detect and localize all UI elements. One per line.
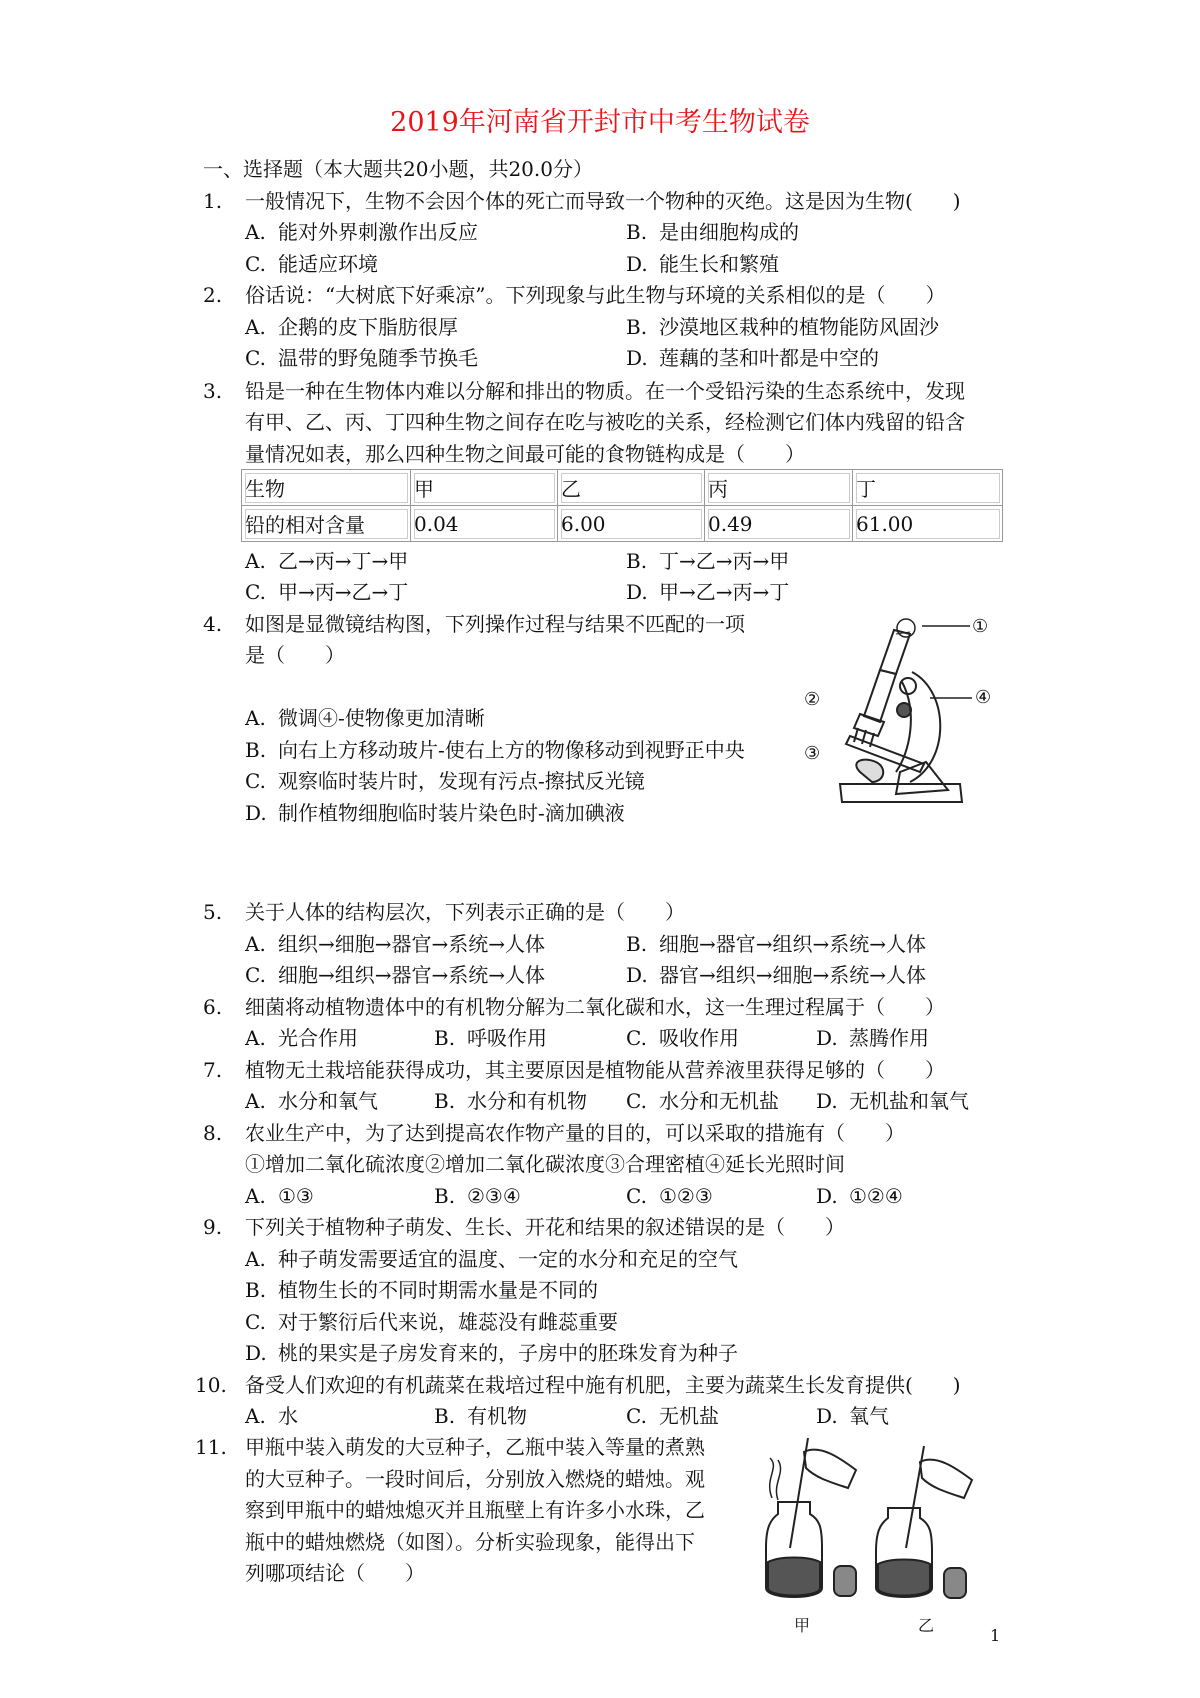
answer-option[interactable]	[245, 1086, 378, 1116]
option-label: B.	[434, 1089, 456, 1113]
answer-option[interactable]	[245, 1401, 298, 1431]
option-text: 桃的果实是子房发育来的，子房中的胚珠发育为种子	[278, 1341, 738, 1365]
table-cell: 生物	[242, 470, 411, 506]
option-text: 制作植物细胞临时装片染色时-滴加碘液	[278, 801, 625, 825]
answer-option[interactable]	[626, 217, 799, 247]
option-text: 组织→细胞→器官→系统→人体	[278, 932, 546, 956]
option-label: B.	[626, 549, 648, 573]
answer-option[interactable]	[245, 1338, 738, 1368]
question-number: 2.	[203, 283, 223, 307]
option-text: ①③	[278, 1184, 314, 1208]
option-text: 丁→乙→丙→甲	[659, 549, 790, 573]
question-stem: 甲瓶中装入萌发的大豆种子，乙瓶中装入等量的煮熟	[245, 1435, 705, 1459]
option-text: 能生长和繁殖	[659, 252, 779, 276]
option-label: B.	[434, 1184, 456, 1208]
option-text: 莲藕的茎和叶都是中空的	[659, 346, 879, 370]
question-stem: 下列关于植物种子萌发、生长、开花和结果的叙述错误的是（ ）	[245, 1215, 845, 1239]
answer-option[interactable]	[245, 703, 485, 733]
option-text: 无机盐和氧气	[849, 1089, 969, 1113]
question-number: 6.	[203, 995, 223, 1019]
option-label: D.	[816, 1026, 838, 1050]
option-label: D.	[626, 252, 648, 276]
option-text: 吸收作用	[659, 1026, 739, 1050]
jar-label-yi: 乙	[918, 1616, 935, 1635]
question-stem: 瓶中的蜡烛燃烧（如图）。分析实验现象，能得出下	[245, 1530, 695, 1554]
answer-option[interactable]	[626, 960, 926, 990]
option-text: ①②④	[849, 1184, 903, 1208]
answer-option[interactable]	[245, 312, 458, 342]
question-stem: 铅是一种在生物体内难以分解和排出的物质。在一个受铅污染的生态系统中，发现	[245, 379, 965, 403]
option-text: 水	[278, 1404, 298, 1428]
figure-leader-lines	[822, 620, 972, 700]
question-number: 1.	[203, 189, 223, 213]
answer-option[interactable]	[245, 249, 378, 279]
option-label: A.	[245, 1184, 266, 1208]
answer-option[interactable]	[245, 1023, 358, 1053]
option-text: 能适应环境	[278, 252, 378, 276]
question-stem: 列哪项结论（ ）	[245, 1561, 425, 1585]
answer-option[interactable]	[245, 217, 478, 247]
option-label: C.	[626, 1026, 647, 1050]
option-text: 观察临时装片时，发现有污点-擦拭反光镜	[278, 769, 645, 793]
option-text: 水分和无机盐	[659, 1089, 779, 1113]
option-text: 器官→组织→细胞→系统→人体	[659, 963, 927, 987]
figure-label-1: ①	[972, 616, 989, 637]
table-cell: 0.49	[705, 506, 853, 542]
table-cell: 丁	[853, 470, 1003, 506]
option-text: 光合作用	[278, 1026, 358, 1050]
option-text: 乙→丙→丁→甲	[278, 549, 409, 573]
option-text: 甲→乙→丙→丁	[659, 580, 790, 604]
option-text: 有机物	[467, 1404, 527, 1428]
option-label: D.	[816, 1089, 838, 1113]
answer-option[interactable]	[816, 1181, 903, 1211]
question-stem: 备受人们欢迎的有机蔬菜在栽培过程中施有机肥，主要为蔬菜生长发育提供( )	[245, 1373, 961, 1397]
option-text: 沙漠地区栽种的植物能防风固沙	[659, 315, 939, 339]
answer-option[interactable]	[626, 546, 789, 576]
answer-option[interactable]	[626, 312, 939, 342]
table-cell: 甲	[411, 470, 558, 506]
option-label: C.	[626, 1089, 647, 1113]
answer-option[interactable]	[434, 1401, 527, 1431]
figure-label-2: ②	[804, 689, 821, 710]
question-number: 10.	[195, 1373, 227, 1397]
lead-content-table	[241, 469, 1003, 542]
page-title: 2019年河南省开封市中考生物试卷	[390, 107, 810, 138]
answer-option[interactable]	[245, 546, 408, 576]
question-number: 11.	[195, 1435, 227, 1459]
option-label: A.	[245, 1404, 266, 1428]
question-stem: 关于人体的结构层次，下列表示正确的是（ ）	[245, 900, 685, 924]
option-label: A.	[245, 932, 266, 956]
option-label: D.	[816, 1404, 838, 1428]
option-label: A.	[245, 1026, 266, 1050]
question-stem: 俗话说：“大树底下好乘凉”。下列现象与此生物与环境的关系相似的是（ ）	[245, 283, 946, 307]
option-label: A.	[245, 549, 266, 573]
table-row	[242, 506, 1003, 542]
answer-option[interactable]	[626, 1181, 713, 1211]
option-text: 水分和氧气	[278, 1089, 378, 1113]
seed-jars-figure	[760, 1438, 990, 1608]
answer-option[interactable]	[245, 1244, 738, 1274]
answer-option[interactable]	[245, 929, 545, 959]
option-text: 温带的野兔随季节换毛	[278, 346, 478, 370]
option-label: A.	[245, 315, 266, 339]
question-number: 8.	[203, 1121, 223, 1145]
question-number: 3.	[203, 379, 223, 403]
option-text: 呼吸作用	[467, 1026, 547, 1050]
question-number: 5.	[203, 900, 223, 924]
answer-option[interactable]	[245, 577, 408, 607]
option-label: C.	[245, 346, 266, 370]
answer-option[interactable]	[626, 1086, 779, 1116]
table-cell: 6.00	[558, 506, 705, 542]
option-label: A.	[245, 1247, 266, 1271]
answer-option[interactable]	[626, 929, 926, 959]
option-text: ②③④	[467, 1184, 521, 1208]
answer-option[interactable]	[245, 735, 745, 765]
option-text: 氧气	[849, 1404, 889, 1428]
question-number: 7.	[203, 1058, 223, 1082]
question-stem: 量情况如表，那么四种生物之间最可能的食物链构成是（ ）	[245, 442, 805, 466]
option-label: C.	[626, 1184, 647, 1208]
option-text: 细胞→组织→器官→系统→人体	[278, 963, 546, 987]
answer-option[interactable]	[245, 343, 478, 373]
option-label: C.	[245, 252, 266, 276]
answer-option[interactable]	[816, 1086, 969, 1116]
question-stem: 一般情况下，生物不会因个体的死亡而导致一个物种的灭绝。这是因为生物( )	[245, 189, 961, 213]
option-text: 微调④-使物像更加清晰	[278, 706, 485, 730]
option-text: 无机盐	[659, 1404, 719, 1428]
question-stem: 植物无土栽培能获得成功，其主要原因是植物能从营养液里获得足够的（ ）	[245, 1058, 945, 1082]
option-label: B.	[434, 1404, 456, 1428]
question-stem: 细菌将动植物遗体中的有机物分解为二氧化碳和水，这一生理过程属于（ ）	[245, 995, 945, 1019]
option-label: D.	[626, 963, 648, 987]
option-text: 能对外界刺激作出反应	[278, 220, 478, 244]
answer-option[interactable]	[626, 249, 779, 279]
option-label: D.	[245, 1341, 267, 1365]
option-label: C.	[626, 1404, 647, 1428]
figure-label-3: ③	[804, 743, 821, 764]
option-text: 是由细胞构成的	[659, 220, 799, 244]
jar-label-jia: 甲	[794, 1616, 811, 1635]
table-cell: 丙	[705, 470, 853, 506]
answer-option[interactable]	[245, 766, 645, 796]
figure-label-4: ④	[975, 687, 992, 708]
option-text: 对于繁衍后代来说，雄蕊没有雌蕊重要	[278, 1310, 618, 1334]
question-number: 4.	[203, 612, 223, 636]
option-label: B.	[245, 738, 267, 762]
option-label: B.	[626, 220, 648, 244]
option-label: B.	[626, 932, 648, 956]
table-cell: 铅的相对含量	[242, 506, 411, 542]
question-stem: ①增加二氧化硫浓度②增加二氧化碳浓度③合理密植④延长光照时间	[245, 1152, 845, 1176]
option-text: 企鹅的皮下脂肪很厚	[278, 315, 458, 339]
answer-option[interactable]	[626, 577, 789, 607]
option-text: 植物生长的不同时期需水量是不同的	[278, 1278, 598, 1302]
option-label: D.	[626, 346, 648, 370]
option-label: A.	[245, 706, 266, 730]
option-text: 种子萌发需要适宜的温度、一定的水分和充足的空气	[278, 1247, 738, 1271]
answer-option[interactable]	[245, 960, 545, 990]
question-stem: 农业生产中，为了达到提高农作物产量的目的，可以采取的措施有（ ）	[245, 1121, 905, 1145]
question-number: 9.	[203, 1215, 223, 1239]
option-label: C.	[245, 580, 266, 604]
option-label: D.	[626, 580, 648, 604]
question-stem: 如图是显微镜结构图，下列操作过程与结果不匹配的一项	[245, 612, 745, 636]
table-cell: 0.04	[411, 506, 558, 542]
option-text: 细胞→器官→组织→系统→人体	[659, 932, 927, 956]
answer-option[interactable]	[626, 1023, 739, 1053]
option-text: 蒸腾作用	[849, 1026, 929, 1050]
section-heading: 一、选择题（本大题共20小题，共20.0分）	[203, 157, 593, 181]
option-label: C.	[245, 769, 266, 793]
option-label: D.	[245, 801, 267, 825]
answer-option[interactable]	[816, 1023, 929, 1053]
table-cell: 61.00	[853, 506, 1003, 542]
option-label: A.	[245, 1089, 266, 1113]
answer-option[interactable]	[245, 1275, 598, 1305]
option-label: D.	[816, 1184, 838, 1208]
option-label: C.	[245, 963, 266, 987]
table-header-row	[242, 470, 1003, 506]
option-label: B.	[434, 1026, 456, 1050]
question-stem: 有甲、乙、丙、丁四种生物之间存在吃与被吃的关系，经检测它们体内残留的铅含	[245, 410, 965, 434]
option-text: 甲→丙→乙→丁	[278, 580, 409, 604]
page-number: 1	[990, 1626, 1001, 1645]
option-label: C.	[245, 1310, 266, 1334]
answer-option[interactable]	[434, 1181, 521, 1211]
answer-option[interactable]	[434, 1023, 547, 1053]
option-label: B.	[626, 315, 648, 339]
option-text: 向右上方移动玻片-使右上方的物像移动到视野正中央	[278, 738, 745, 762]
table-cell: 乙	[558, 470, 705, 506]
answer-option[interactable]	[626, 1401, 719, 1431]
answer-option[interactable]	[245, 798, 625, 828]
answer-option[interactable]	[245, 1181, 314, 1211]
question-stem: 是（ ）	[245, 643, 345, 667]
option-label: B.	[245, 1278, 267, 1302]
option-label: A.	[245, 220, 266, 244]
answer-option[interactable]	[626, 343, 879, 373]
answer-option[interactable]	[245, 1307, 618, 1337]
option-text: 水分和有机物	[467, 1089, 587, 1113]
question-stem: 察到甲瓶中的蜡烛熄灭并且瓶壁上有许多小水珠，乙	[245, 1498, 705, 1522]
answer-option[interactable]	[816, 1401, 889, 1431]
option-text: ①②③	[659, 1184, 713, 1208]
question-stem: 的大豆种子。一段时间后，分别放入燃烧的蜡烛。观	[245, 1467, 705, 1491]
answer-option[interactable]	[434, 1086, 587, 1116]
